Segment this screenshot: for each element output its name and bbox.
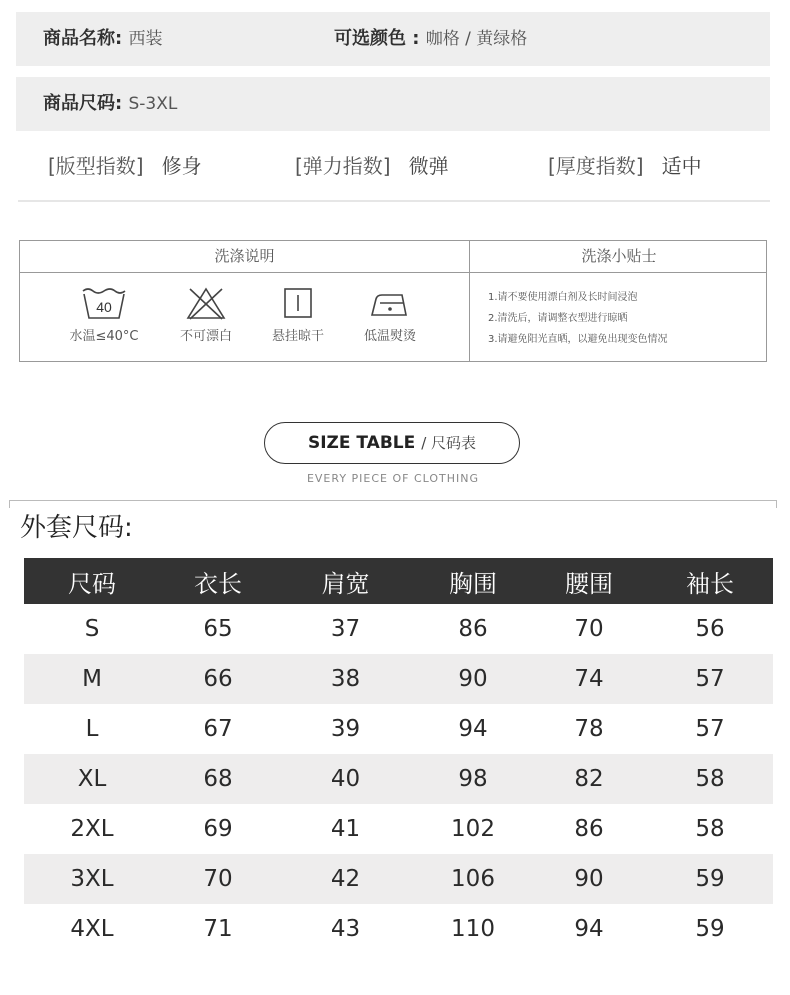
table-cell: 94 (574, 916, 604, 942)
section-title: 外套尺码: (20, 513, 133, 543)
washing-instructions-box (19, 240, 767, 362)
table-row (24, 904, 773, 954)
table-cell: 65 (203, 616, 233, 642)
table-cell: 71 (203, 916, 233, 942)
elasticity-index (295, 146, 449, 186)
table-cell: 2XL (70, 816, 114, 842)
fit-index-value: 修身 (161, 154, 202, 178)
table-cell: 74 (531, 654, 647, 704)
table-cell: 78 (574, 716, 604, 742)
fit-index (48, 146, 202, 186)
column-header: 肩宽 (276, 558, 415, 604)
size-table (24, 558, 773, 954)
table-row (24, 604, 773, 654)
product-size-band (16, 77, 770, 131)
table-cell: 59 (647, 854, 773, 904)
table-cell: 68 (160, 754, 276, 804)
product-info-band (16, 12, 770, 66)
divider (9, 500, 777, 501)
table-cell: 37 (330, 616, 361, 642)
table-cell: 82 (531, 754, 647, 804)
table-cell: 106 (415, 854, 531, 904)
size-table-title: SIZE TABLE (307, 433, 416, 453)
wash-40-icon (80, 285, 128, 321)
fit-indices (0, 146, 790, 186)
table-cell: 58 (695, 816, 725, 842)
product-color-value: 咖格 / 黄绿格 (425, 29, 528, 49)
table-cell: M (24, 654, 160, 704)
table-cell: XL (24, 754, 160, 804)
table-cell: 41 (330, 816, 361, 842)
table-cell: 4XL (70, 916, 114, 942)
table-cell: 69 (203, 816, 233, 842)
no-bleach-icon (182, 285, 230, 321)
thickness-index-value: 适中 (661, 154, 702, 178)
column-header: 胸围 (415, 558, 531, 604)
table-cell: 110 (451, 916, 495, 942)
thickness-index (548, 146, 702, 186)
column-header: 衣长 (160, 558, 276, 604)
table-cell: S (84, 616, 100, 642)
table-cell: 90 (531, 854, 647, 904)
table-cell: 67 (203, 716, 233, 742)
table-cell: 58 (647, 754, 773, 804)
line-dry-icon (274, 285, 322, 321)
washing-tips (488, 287, 768, 350)
tip-item: 3.请避免阳光直晒，以避免出现变色情况 (488, 334, 668, 345)
table-cell: 57 (647, 654, 773, 704)
elasticity-index-label: [弹力指数] (295, 154, 391, 178)
table-cell: 70 (160, 854, 276, 904)
size-table-caption: EVERY PIECE OF CLOTHING (306, 472, 480, 485)
tip-item: 2.清洗后，请调整衣型进行晾晒 (488, 313, 628, 324)
table-cell: 102 (451, 816, 495, 842)
fit-index-label: [版型指数] (48, 154, 144, 178)
table-cell: 59 (695, 916, 725, 942)
table-row (24, 854, 773, 904)
tip-item: 1.请不要使用漂白剂及长时间浸泡 (488, 292, 638, 303)
product-color-label (334, 12, 527, 66)
product-size-label (43, 77, 177, 131)
size-table-subtitle: / 尺码表 (421, 434, 477, 452)
column-header: 腰围 (531, 558, 647, 604)
table-row (24, 804, 773, 854)
care-label-wash: 水温≤40°C (69, 329, 139, 344)
washing-tips-title: 洗涤小贴士 (581, 247, 657, 265)
product-color-label-text: 可选颜色 : (334, 28, 420, 49)
svg-text:40: 40 (96, 299, 112, 315)
divider (9, 500, 10, 508)
care-label-no-bleach: 不可漂白 (179, 329, 232, 344)
size-table-badge (264, 422, 520, 464)
product-size-label-text: 商品尺码: (43, 93, 123, 114)
column-header: 尺码 (24, 558, 160, 604)
table-cell: 42 (276, 854, 415, 904)
divider (18, 200, 770, 202)
table-cell: 38 (276, 654, 415, 704)
care-item-low-iron (340, 285, 440, 344)
table-cell: 3XL (24, 854, 160, 904)
product-name-label-text: 商品名称: (43, 28, 123, 49)
table-row (24, 754, 773, 804)
care-item-no-bleach (156, 285, 256, 344)
table-row (24, 654, 773, 704)
table-cell: 57 (695, 716, 725, 742)
column-header: 袖长 (647, 558, 773, 604)
table-cell: 39 (330, 716, 361, 742)
table-cell: 66 (160, 654, 276, 704)
table-cell: 70 (574, 616, 604, 642)
table-cell: 98 (415, 754, 531, 804)
low-iron-icon (366, 285, 414, 321)
divider (776, 500, 777, 508)
divider (20, 272, 766, 273)
care-item-line-dry (248, 285, 348, 344)
table-row (24, 704, 773, 754)
care-label-line-dry: 悬挂晾干 (271, 329, 324, 344)
table-cell: 94 (458, 716, 488, 742)
table-cell: L (85, 716, 99, 742)
thickness-index-label: [厚度指数] (548, 154, 644, 178)
product-size-value: S-3XL (128, 94, 178, 114)
elasticity-index-value: 微弹 (408, 154, 449, 178)
table-cell: 90 (415, 654, 531, 704)
table-header-row (24, 558, 773, 604)
table-cell: 86 (458, 616, 488, 642)
table-cell: 86 (574, 816, 604, 842)
washing-title: 洗涤说明 (214, 247, 275, 265)
product-name-label (43, 12, 162, 66)
table-cell: 56 (695, 616, 725, 642)
table-cell: 40 (276, 754, 415, 804)
product-name-value: 西装 (128, 29, 163, 49)
table-cell: 43 (330, 916, 361, 942)
care-item-wash (54, 285, 154, 344)
care-label-low-iron: 低温熨烫 (363, 329, 416, 344)
